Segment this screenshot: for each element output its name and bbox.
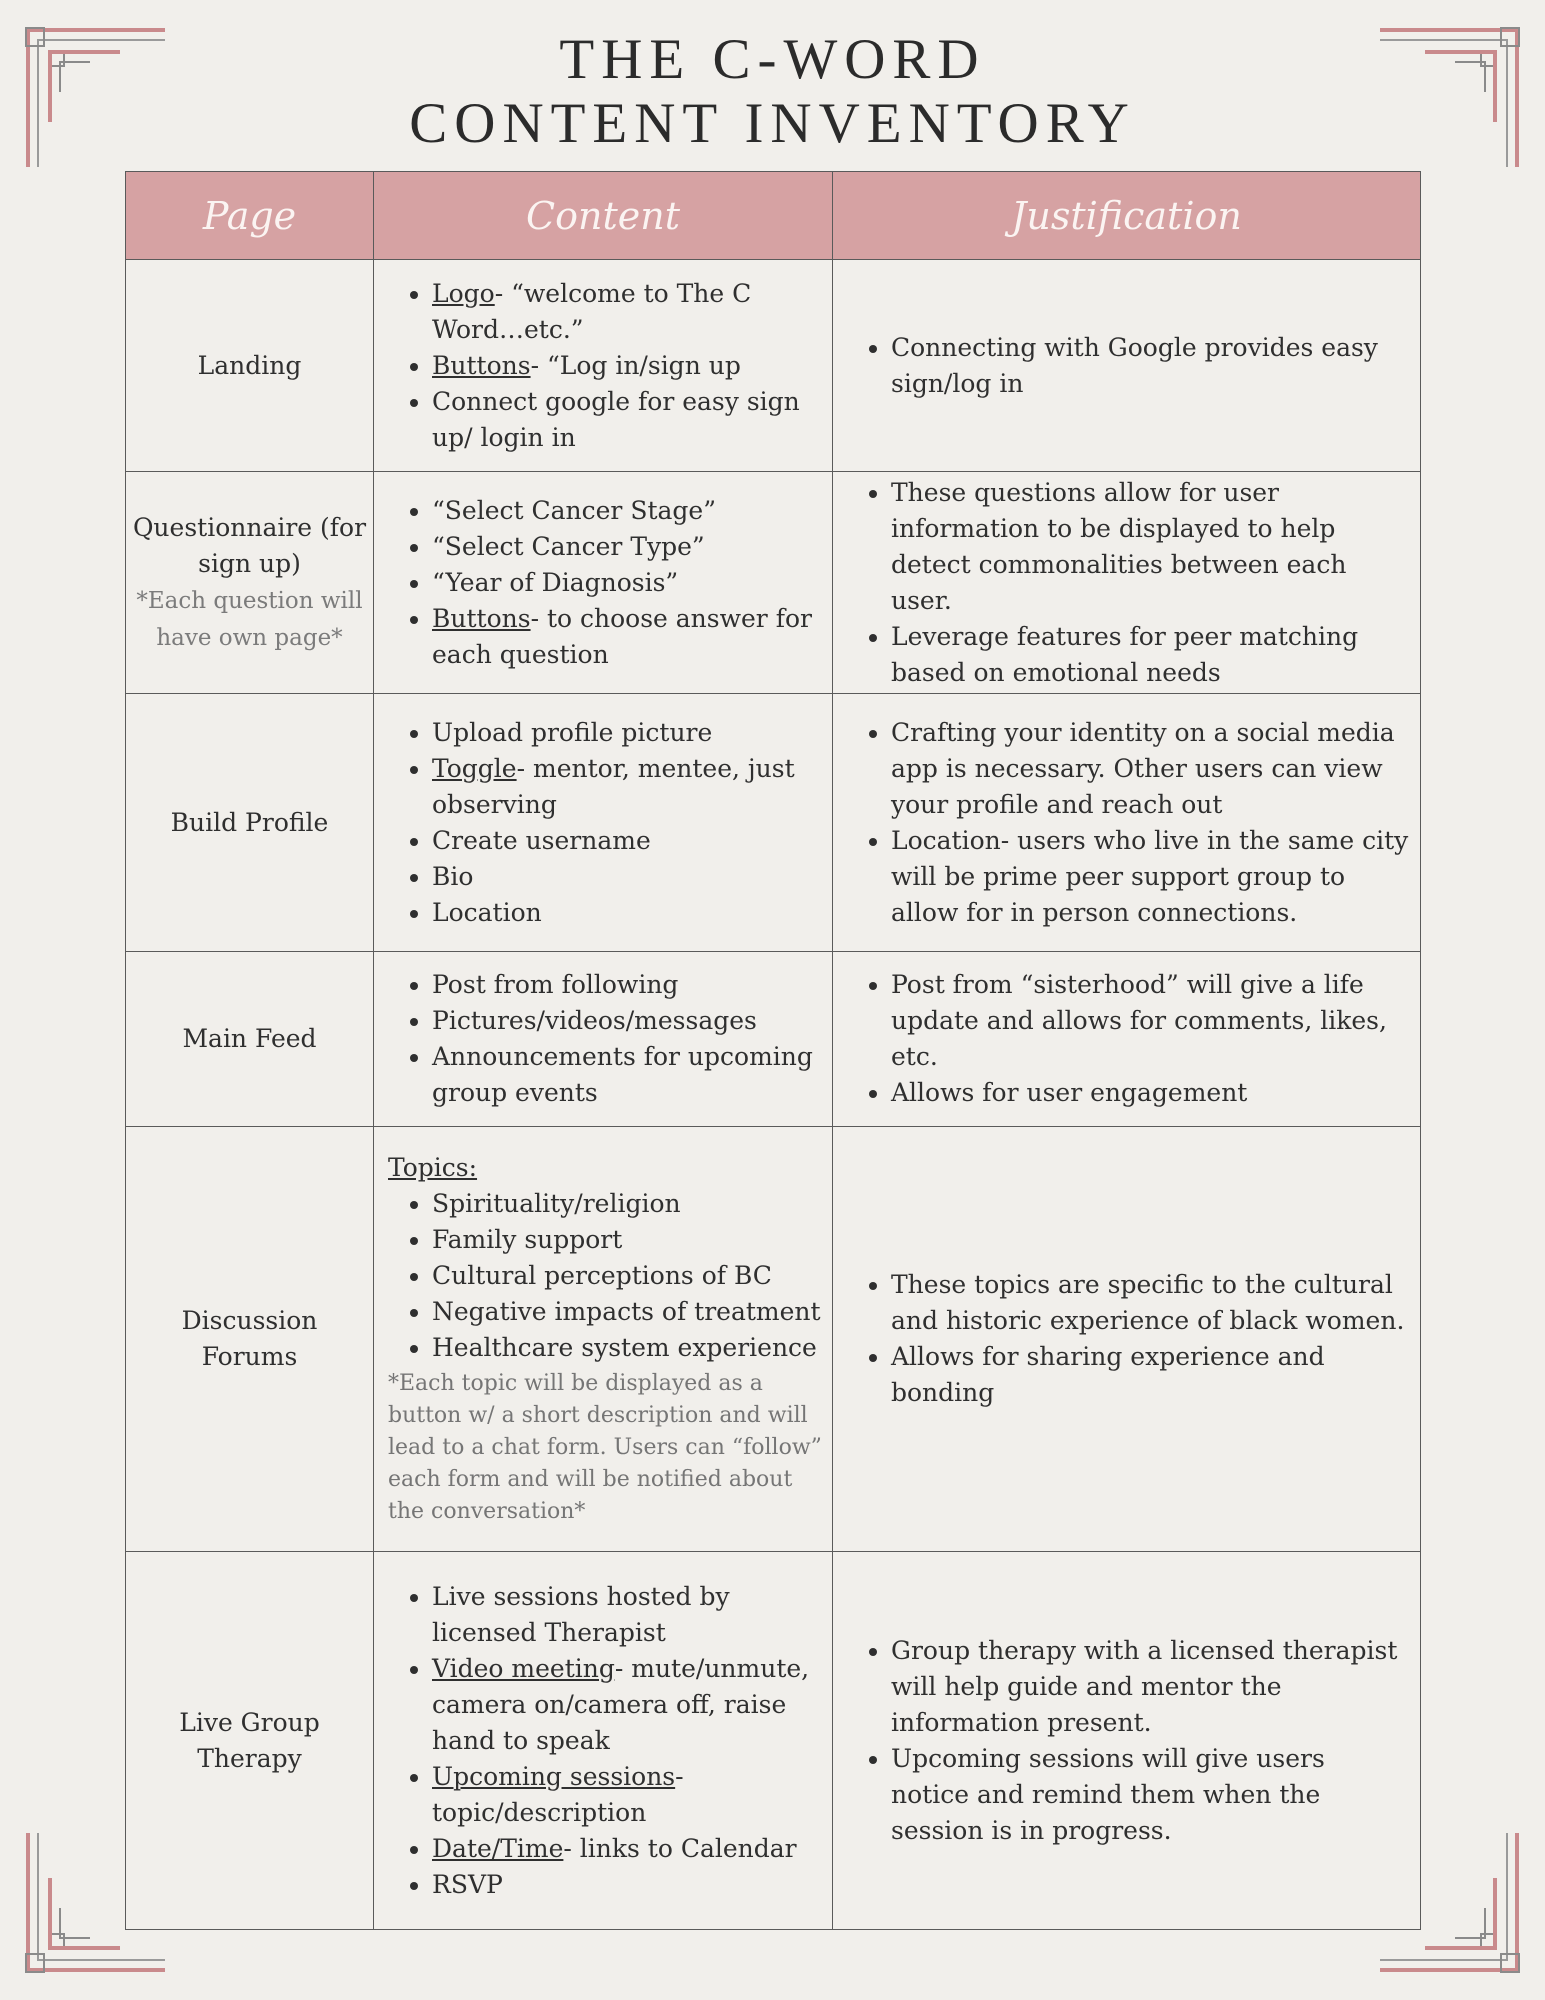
topics-footnote: *Each topic will be displayed as a button w/ a short description and will lead to a chat form. Users can “follow” each form and will be notified about the conversation* bbox=[388, 1371, 822, 1524]
list-item: • Upload profile picture bbox=[432, 715, 822, 751]
page-name: Discussion Forums bbox=[181, 1306, 318, 1371]
list-item: • Location bbox=[432, 895, 822, 931]
page-cell bbox=[126, 472, 374, 694]
content-cell bbox=[374, 1552, 833, 1930]
list-item: • Create username bbox=[432, 823, 822, 859]
list-item: • “Year of Diagnosis” bbox=[432, 565, 822, 601]
list-item: • “Select Cancer Type” bbox=[432, 529, 822, 565]
header-content: Content bbox=[374, 172, 833, 260]
list-item: • Live sessions hosted by licensed Therapist bbox=[432, 1579, 822, 1651]
page-title bbox=[0, 28, 1545, 156]
list-item: • Group therapy with a licensed therapist will help guide and mentor the information present. bbox=[891, 1633, 1410, 1741]
table-row-landing bbox=[126, 260, 1421, 472]
table-header-row bbox=[126, 172, 1421, 260]
justification-list bbox=[847, 475, 1410, 691]
justification-list bbox=[847, 967, 1410, 1111]
page-cell bbox=[126, 260, 374, 472]
justification-list bbox=[847, 1633, 1410, 1849]
justification-list bbox=[847, 330, 1410, 402]
topics-heading: Topics: bbox=[388, 1153, 478, 1182]
list-item: • Buttons- to choose answer for each question bbox=[432, 601, 822, 673]
page-name: Questionnaire (for sign up) bbox=[132, 512, 367, 578]
table-row-build-profile bbox=[126, 694, 1421, 952]
table-row-live-group-therapy bbox=[126, 1552, 1421, 1930]
list-item: • Allows for sharing experience and bonding bbox=[891, 1339, 1410, 1411]
title-line-2: CONTENT INVENTORY bbox=[409, 92, 1136, 155]
list-item: • Connect google for easy sign up/ login in bbox=[432, 384, 822, 456]
page-name: Landing bbox=[197, 350, 302, 380]
list-item: • Post from “sisterhood” will give a life update and allows for comments, likes, etc. bbox=[891, 967, 1410, 1075]
list-item: • Date/Time- links to Calendar bbox=[432, 1831, 822, 1867]
corner-ornament-icon bbox=[20, 22, 165, 167]
list-item: • Upcoming sessions- topic/description bbox=[432, 1759, 822, 1831]
list-item: • Family support bbox=[432, 1222, 822, 1258]
justification-cell bbox=[833, 1552, 1421, 1930]
content-list bbox=[388, 715, 822, 931]
list-item: • These topics are specific to the cultural and historic experience of black women. bbox=[891, 1267, 1410, 1339]
list-item: • Negative impacts of treatment bbox=[432, 1294, 822, 1330]
list-item: • Location- users who live in the same city will be prime peer support group to allow for in person connections. bbox=[891, 823, 1410, 931]
list-item: • Allows for user engagement bbox=[891, 1075, 1410, 1111]
list-item: • Spirituality/religion bbox=[432, 1186, 822, 1222]
content-cell bbox=[374, 472, 833, 694]
list-item: • Leverage features for peer matching based on emotional needs bbox=[891, 619, 1410, 691]
page-cell bbox=[126, 1552, 374, 1930]
page-cell bbox=[126, 694, 374, 952]
content-cell bbox=[374, 260, 833, 472]
content-list bbox=[388, 1186, 822, 1366]
page-cell bbox=[126, 1127, 374, 1552]
page-name: Main Feed bbox=[182, 1024, 317, 1053]
table-row-questionnaire bbox=[126, 472, 1421, 694]
justification-cell bbox=[833, 1127, 1421, 1552]
justification-cell bbox=[833, 472, 1421, 694]
title-line-1: THE C-WORD bbox=[559, 28, 986, 91]
justification-list bbox=[847, 1267, 1410, 1411]
header-justification: Justification bbox=[833, 172, 1421, 260]
table-row-main-feed bbox=[126, 952, 1421, 1127]
page-note: *Each question will have own page* bbox=[136, 587, 363, 651]
content-list bbox=[388, 493, 822, 673]
list-item: • Crafting your identity on a social media app is necessary. Other users can view your profile and reach out bbox=[891, 715, 1410, 823]
list-item: • RSVP bbox=[432, 1867, 822, 1903]
content-list bbox=[388, 1579, 822, 1903]
justification-cell bbox=[833, 260, 1421, 472]
list-item: • Cultural perceptions of BC bbox=[432, 1258, 822, 1294]
page-name: Build Profile bbox=[170, 807, 329, 837]
content-cell bbox=[374, 1127, 833, 1552]
page-name: Live Group Therapy bbox=[179, 1707, 320, 1773]
list-item: • Healthcare system experience bbox=[432, 1330, 822, 1366]
list-item: • Pictures/videos/messages bbox=[432, 1003, 822, 1039]
justification-cell bbox=[833, 694, 1421, 952]
list-item: • “Select Cancer Stage” bbox=[432, 493, 822, 529]
list-item: • Post from following bbox=[432, 967, 822, 1003]
corner-ornament-icon bbox=[1380, 22, 1525, 167]
list-item: • Logo- “welcome to The C Word…etc.” bbox=[432, 276, 822, 348]
header-page: Page bbox=[126, 172, 374, 260]
table-row-discussion-forums bbox=[126, 1127, 1421, 1552]
list-item: • Upcoming sessions will give users notice and remind them when the session is in progress. bbox=[891, 1741, 1410, 1849]
list-item: • Video meeting- mute/unmute, camera on/camera off, raise hand to speak bbox=[432, 1651, 822, 1759]
content-cell bbox=[374, 952, 833, 1127]
list-item: • Announcements for upcoming group events bbox=[432, 1039, 822, 1111]
list-item: • Bio bbox=[432, 859, 822, 895]
list-item: • Toggle- mentor, mentee, just observing bbox=[432, 751, 822, 823]
justification-list bbox=[847, 715, 1410, 931]
content-cell bbox=[374, 694, 833, 952]
list-item: • Connecting with Google provides easy sign/log in bbox=[891, 330, 1410, 402]
content-list bbox=[388, 967, 822, 1111]
content-list bbox=[388, 276, 822, 456]
list-item: • These questions allow for user information to be displayed to help detect commonalities between each user. bbox=[891, 475, 1410, 619]
justification-cell bbox=[833, 952, 1421, 1127]
page-cell bbox=[126, 952, 374, 1127]
content-inventory-table bbox=[125, 171, 1421, 1930]
list-item: • Buttons- “Log in/sign up bbox=[432, 348, 822, 384]
